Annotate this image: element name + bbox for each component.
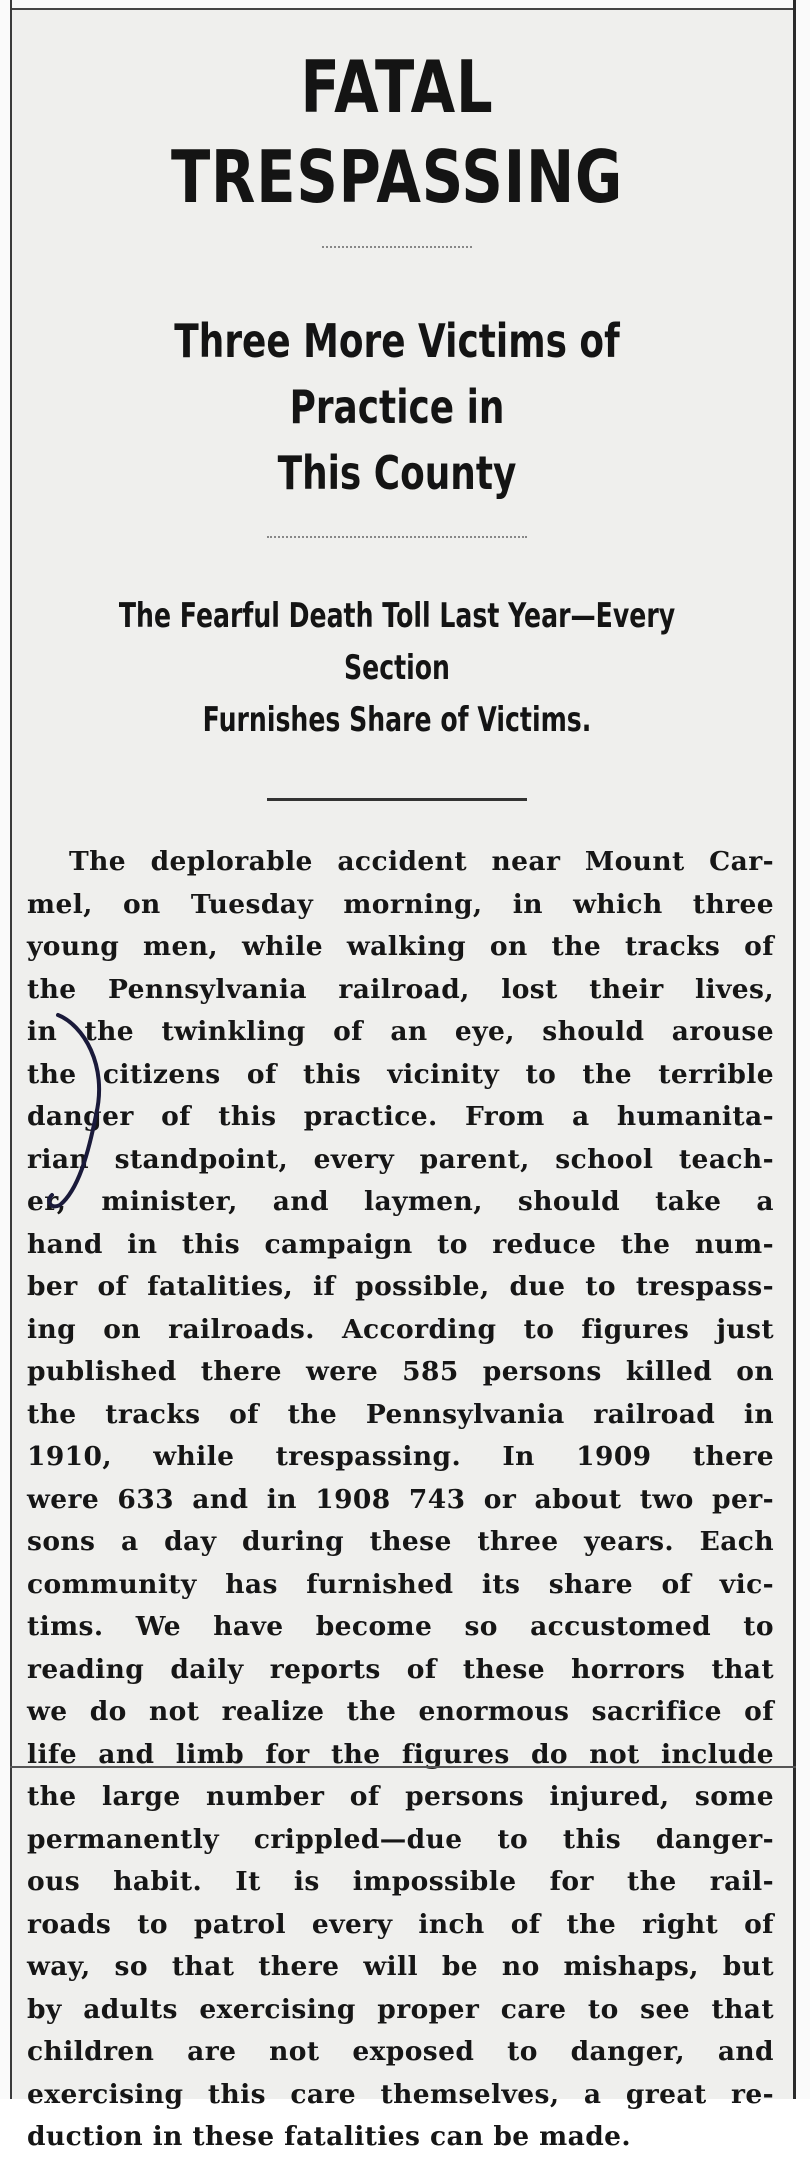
subheadline-separator [267, 536, 527, 538]
body-line: were 633 and in 1908 743 or about two per- [27, 1483, 774, 1515]
body-line: exercising this care themselves, a great re- [27, 2078, 774, 2110]
body-line: ous habit. It is impossible for the rail- [27, 1866, 774, 1897]
deck-line: The Fearful Death Toll Last Year—Every Section [118, 596, 676, 688]
body-line: permanently crippled—due to this danger- [27, 1823, 774, 1855]
body-line: the large number of persons injured, some [27, 1781, 774, 1812]
body-line: The deplorable accident near Mount Car- [69, 846, 774, 877]
body-line: children are not exposed to danger, and [27, 2036, 774, 2067]
body-line: sons a day during these three years. Each [27, 1526, 774, 1557]
body-line: rian standpoint, every parent, school teach- [27, 1143, 774, 1175]
body-line: danger of this practice. From a humanita- [27, 1101, 774, 1132]
deck [112, 590, 682, 746]
deck-line: Furnishes Share of Victims. [202, 700, 592, 740]
body-line: duction in these fatalities can be made. [27, 2121, 632, 2152]
scan-fold-line [10, 1766, 796, 1768]
body-line: community has furnished its share of vic- [27, 1568, 774, 1600]
body-line: ing on railroads. According to figures just [27, 1313, 774, 1345]
body-line: we do not realize the enormous sacrifice of [27, 1696, 774, 1727]
body-line: way, so that there will be no mishaps, but [27, 1951, 774, 1982]
body-line: er, minister, and laymen, should take a [27, 1186, 774, 1217]
body-line: reading daily reports of these horrors that [27, 1653, 774, 1685]
article-body [12, 841, 782, 2159]
body-line: the Pennsylvania railroad, lost their lives, [27, 973, 774, 1005]
clipping-left-edge [0, 0, 12, 2099]
deck-rule [267, 798, 527, 801]
clipping-right-edge [793, 0, 810, 2099]
headline: FATAL TRESPASSING [170, 45, 624, 219]
body-line: tims. We have become so accustomed to [27, 1611, 774, 1642]
body-line: young men, while walking on the tracks of [27, 931, 774, 962]
headline-separator [322, 246, 472, 248]
body-line: roads to patrol every inch of the right of [27, 1908, 774, 1940]
body-line: by adults exercising proper care to see that [27, 1993, 774, 2025]
body-line: hand in this campaign to reduce the num- [27, 1228, 774, 1260]
body-line: ber of fatalities, if possible, due to trespass- [27, 1271, 774, 1302]
body-line: 1910, while trespassing. In 1909 there [27, 1441, 774, 1472]
body-line: the citizens of this vicinity to the terrible [27, 1058, 774, 1090]
subheadline-line: This County [277, 446, 517, 500]
subheadline-line: Three More Victims of Practice in [174, 314, 620, 434]
body-line: life and limb for the figures do not include [27, 1738, 774, 1770]
subheadline [97, 308, 698, 506]
body-line: the tracks of the Pennsylvania railroad in [27, 1398, 774, 1430]
body-line: published there were 585 persons killed on [27, 1356, 774, 1387]
body-line: in the twinkling of an eye, should arouse [27, 1016, 774, 1047]
body-line: mel, on Tuesday morning, in which three [27, 888, 774, 920]
clipping-top-edge [0, 0, 810, 10]
article [12, 10, 782, 2159]
